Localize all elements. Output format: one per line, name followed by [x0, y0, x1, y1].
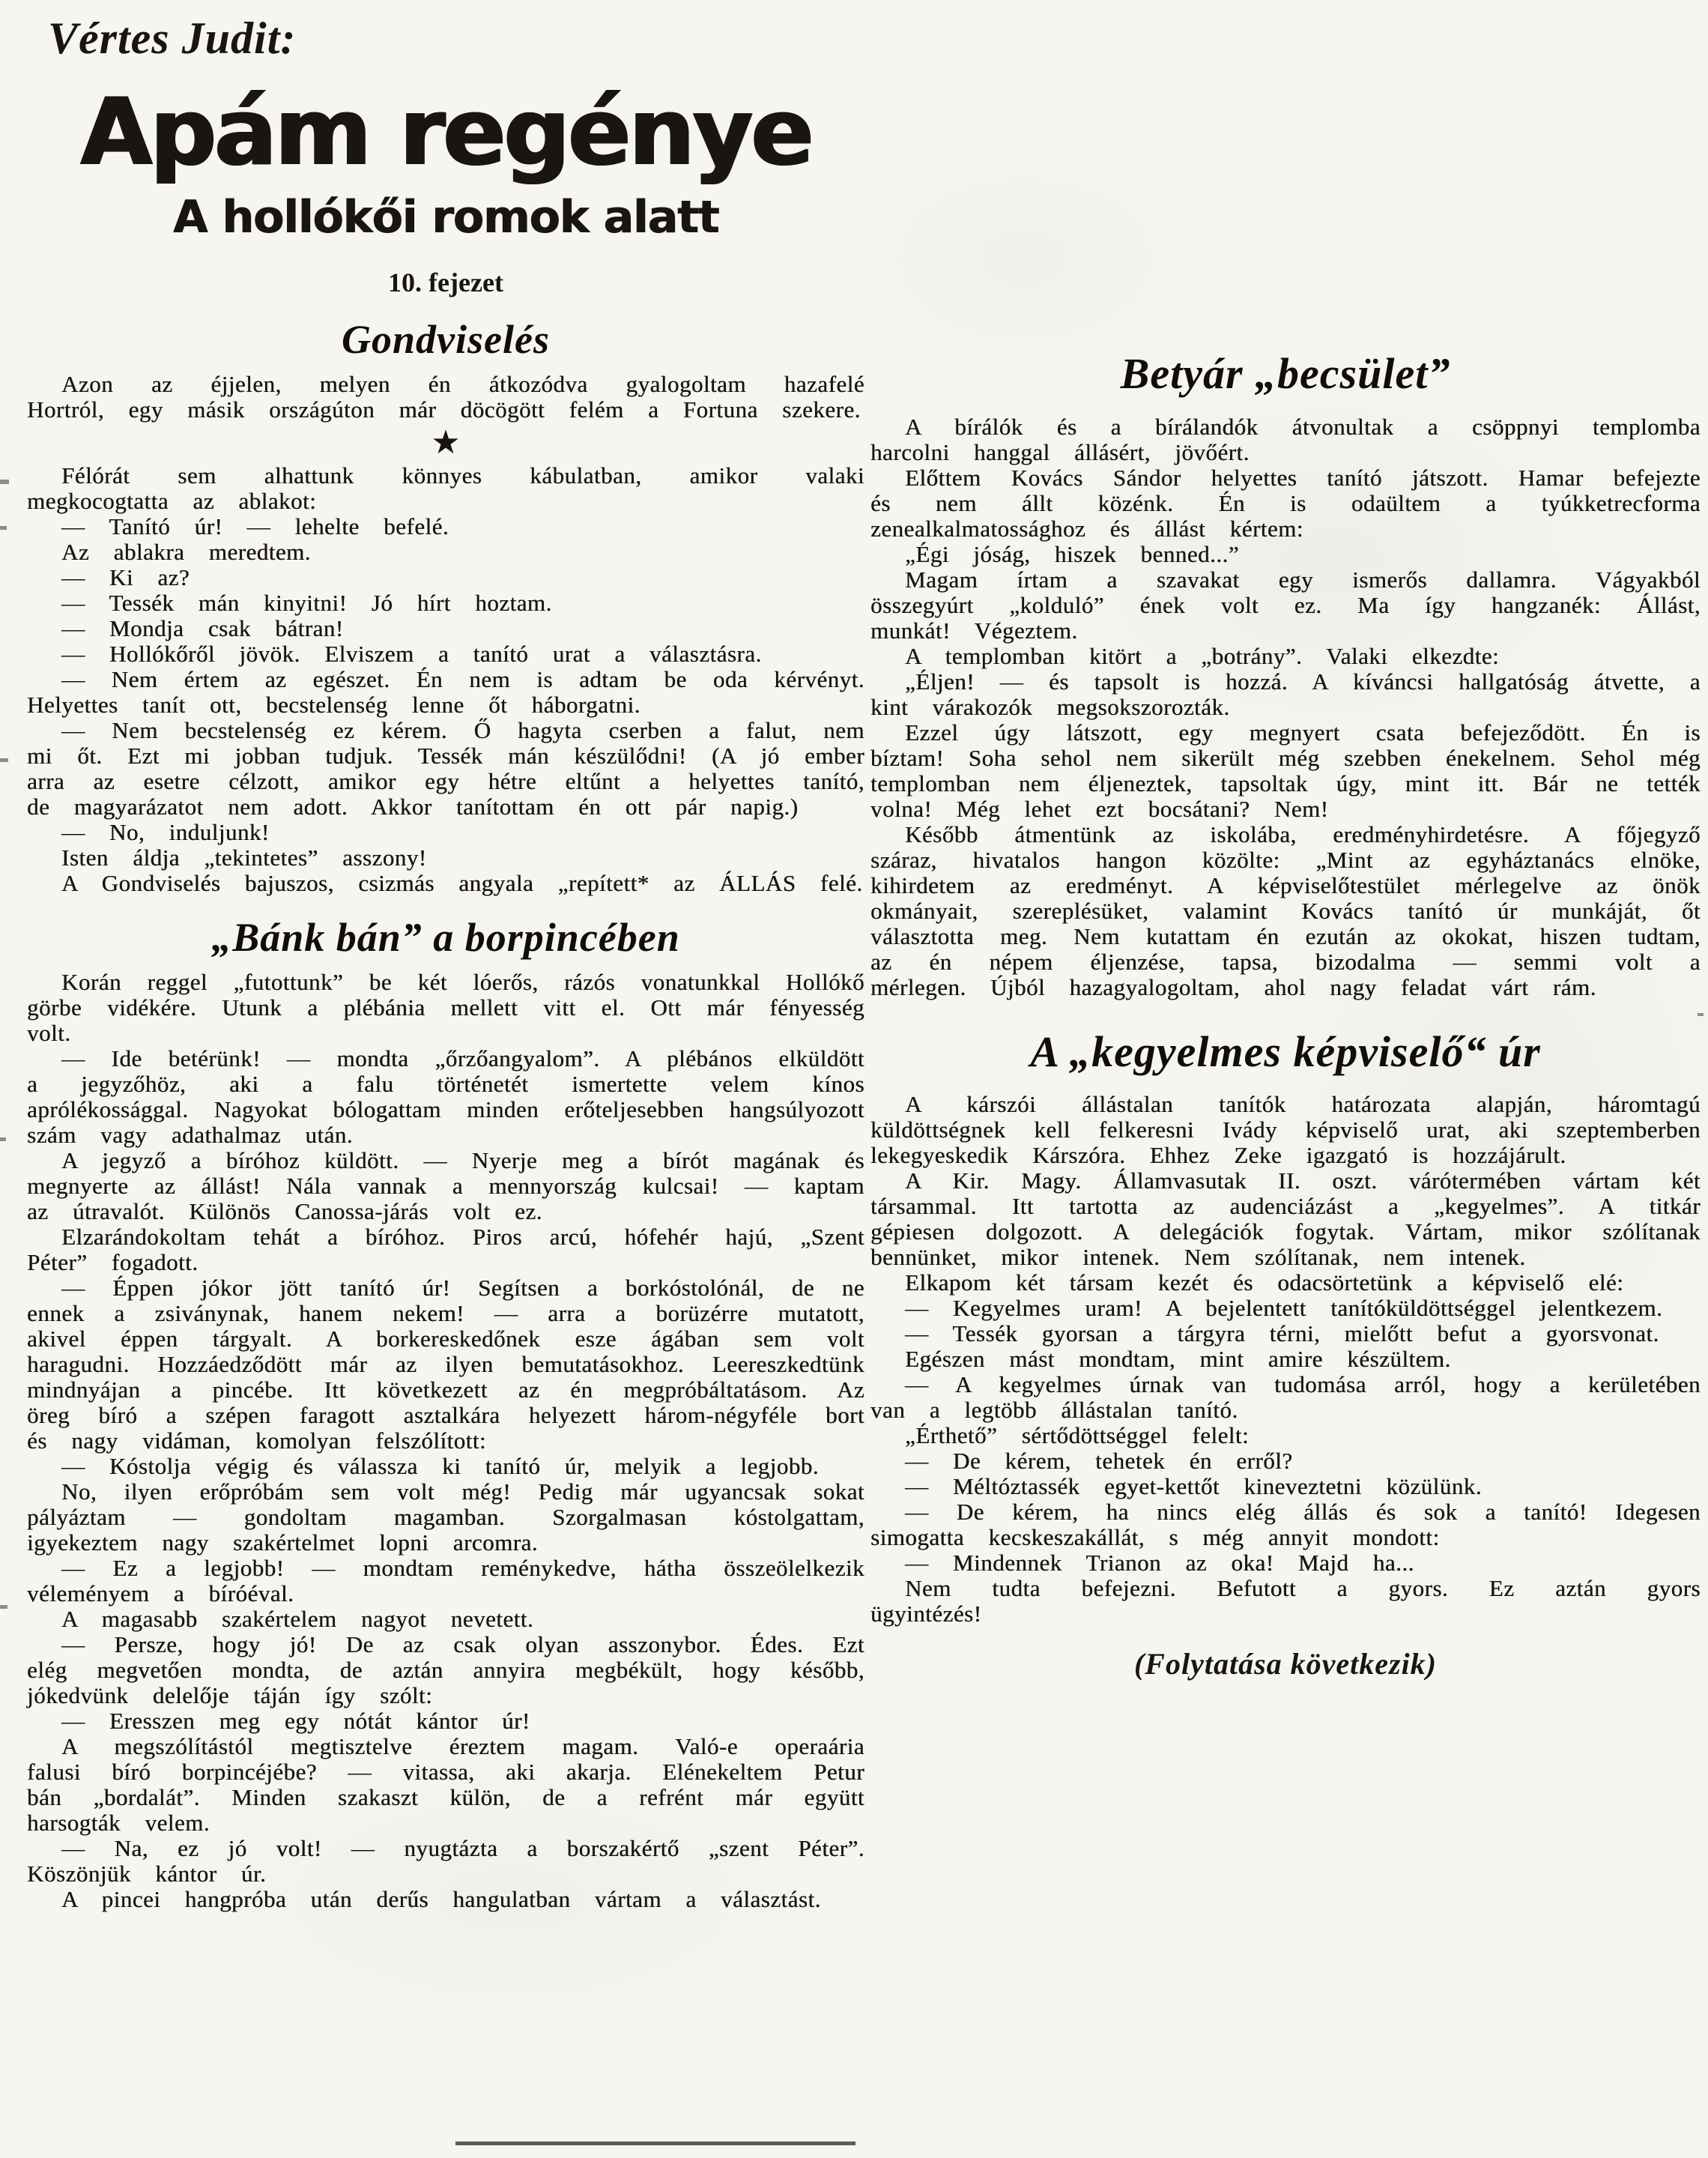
paragraph: No, ilyen erőpróbám sem volt még! Pedig már ugyancsak sokat pályáztam — gondoltam magamban. Szorgalmasan kóstolgattam, igyekeztem nagy szakértelmet lopni arcomra.	[27, 1478, 864, 1556]
paragraph: A megszólítástól megtisztelve éreztem magam. Való-e operaária falusi bíró borpincéjébe? — vitassa, aki akarja. Elénekeltem Petur bán „bordalát”. Minden szakaszt külön, de a refrént már együtt harsogták velem.	[27, 1733, 864, 1837]
bottom-rule	[455, 2142, 855, 2145]
paragraph: — De kérem, tehetek én erről?	[905, 1448, 1293, 1475]
paragraph: — De kérem, ha nincs elég állás és sok a tanító! Idegesen simogatta kecskeszakállát, s még annyit mondott:	[870, 1499, 1701, 1551]
paragraph: — Tessék gyorsan a tárgyra térni, mielőtt befut a gyorsvonat.	[905, 1320, 1659, 1347]
paragraph: — Mindennek Trianon az oka! Majd ha...	[905, 1550, 1414, 1577]
paragraph: Azon az éjjelen, melyen én átkozódva gyalogoltam hazafelé Hortról, egy másik országúton már döcögött felém a Fortuna szekere.	[27, 371, 864, 423]
article-subtitle: A hollókői romok alatt	[172, 190, 719, 244]
left-column	[27, 13, 864, 1912]
paragraph: — Ki az?	[61, 564, 190, 591]
paragraph: A magasabb szakértelem nagyot nevetett.	[61, 1606, 534, 1633]
paragraph: — Na, ez jó volt! — nyugtázta a borszakértő „szent Péter”. Köszönjük kántor úr.	[27, 1835, 864, 1888]
paragraph: A kárszói állástalan tanítók határozata alapján, háromtagú küldöttségnek kell felkeresni Ivády képviselő urat, aki szeptemberben lekegyeskedik Kárszóra. Ehhez Zeke igazgató is hozzájárult.	[870, 1091, 1701, 1169]
paragraph: Elzarándokoltam tehát a bíróhoz. Piros arcú, hófehér hajú, „Szent Péter” fogadott.	[27, 1224, 864, 1276]
paragraph: Később átmentünk az iskolába, eredményhirdetésre. A főjegyző száraz, hivatalos hangon közölte: „Mint az egyháztanács elnöke, kihirdetem az eredményt. A képviselőtestület mérlegelve az önök okmányait, szereplésüket, valamint Kovács tanító úr munkáját, őt választotta meg. Nem kutattam én ezután az okokat, hiszen tudtam, az én népem éljenzése, tapsa, bizodalma — semmi volt a mérlegen. Újból hazagyalogoltam, ahol nagy feladat várt rám.	[870, 820, 1701, 1000]
paragraph: — A kegyelmes úrnak van tudomása arról, hogy a kerületében van a legtöbb állástalan tanító.	[870, 1371, 1701, 1424]
right-column-blocks	[870, 349, 1701, 1682]
paragraph: Félórát sem alhattunk könnyes kábulatban, amikor valaki megkocogtatta az ablakot:	[27, 462, 864, 515]
paragraph: Előttem Kovács Sándor helyettes tanító játszott. Hamar befejezte és nem állt közénk. Én is odaültem a tyúkketrecforma zenealkalmatossághoz és állást kértem:	[870, 464, 1701, 542]
article-title: Apám regénye	[79, 79, 812, 187]
byline: Vértes Judit:	[48, 13, 297, 63]
section-heading: Gondviselés	[342, 317, 550, 363]
paragraph: Magam írtam a szavakat egy ismerős dallamra. Vágyakból összegyúrt „kolduló” ének volt ez. Ma így hangzanék: Állást, munkát! Végeztem.	[870, 566, 1701, 644]
paragraph: — Eresszen meg egy nótát kántor úr!	[61, 1708, 530, 1735]
paragraph: — Mondja csak bátran!	[61, 615, 344, 642]
paragraph: — Méltóztassék egyet-kettőt kineveztetni közülünk.	[905, 1473, 1482, 1500]
chapter-label: 10. fejezet	[388, 267, 503, 297]
paragraph: — Kegyelmes uram! A bejelentett tanítóküldöttséggel jelentkezem.	[905, 1295, 1663, 1322]
right-column	[870, 322, 1701, 1682]
paragraph: — Ide betérünk! — mondta „őrzőangyalom”. A plébános elküldött a jegyzőhöz, aki a falu történetét ismertette velem kínos aprólékossággal. Nagyokat bólogattam minden erőteljesebben hangsúlyozott szám vagy adathalmaz után.	[27, 1045, 864, 1149]
paragraph: „Égi jóság, hiszek benned...”	[905, 540, 1240, 567]
scan-edge-mark	[0, 480, 9, 484]
paragraph: A Kir. Magy. Államvasutak II. oszt. várótermében vártam két társammal. Itt tartotta az audenciázást a „kegyelmes”. A titkár gépiesen dolgozott. A delegációk fogytak. Vártam, mikor szólítanak bennünket, mikor intenek. Nem szólítanak, nem intenek.	[870, 1167, 1701, 1271]
scan-edge-mark	[1698, 1013, 1704, 1016]
paragraph: Egészen mást mondtam, mint amire készültem.	[905, 1346, 1451, 1373]
paragraph: — Persze, hogy jó! De az csak olyan asszonybor. Édes. Ezt elég megvetően mondta, de aztán annyira megbékült, hogy később, jókedvünk delelője táján így szólt:	[27, 1631, 864, 1709]
scan-edge-mark	[0, 526, 7, 530]
paragraph: A templomban kitört a „botrány”. Valaki elkezdte:	[905, 642, 1500, 669]
continuation-note: (Folytatása következik)	[1133, 1647, 1438, 1681]
paragraph: Korán reggel „futottunk” be két lóerős, rázós vonatunkkal Hollókő görbe vidékére. Utunk a plébánia mellett vitt el. Ott már fényesség volt.	[27, 969, 864, 1047]
left-column-blocks	[27, 316, 864, 1912]
paragraph: Isten áldja „tekintetes” asszony!	[61, 844, 427, 871]
paragraph: A Gondviselés bajuszos, csizmás angyala „repített* az ÁLLÁS felé.	[61, 870, 863, 897]
paragraph: Ezzel úgy látszott, egy megnyert csata befejeződött. Én is bíztam! Soha sehol nem sikerült még szebben énekelnem. Sehol még templomban nem éljeneztek, tapsoltak úgy, mint itt. Bár ne tették volna! Még lehet ezt bocsátani? Nem!	[870, 719, 1701, 822]
section-heading: A „kegyelmes képviselő“ úr	[1030, 1027, 1541, 1076]
section-heading: Betyár „becsület”	[1120, 349, 1451, 398]
paragraph: A bírálók és a bírálandók átvonultak a csöppnyi templomba harcolni hanggal állásért, jövőért.	[870, 413, 1701, 465]
paragraph: — Hollókőről jövök. Elviszem a tanító urat a választásra.	[61, 641, 762, 668]
paragraph: Elkapom két társam kezét és odacsörtetünk a képviselő elé:	[905, 1269, 1624, 1296]
paragraph: Nem tudta befejezni. Befutott a gyors. Ez aztán gyors ügyintézés!	[870, 1575, 1701, 1627]
paragraph: — Éppen jókor jött tanító úr! Segítsen a borkóstolónál, de ne ennek a zsiványnak, hanem nekem! — arra a borüzérre mutatott, akivel éppen tárgyalt. A borkereskedőnek esze ágában sem volt haragudni. Hozzáedződött már az ilyen bemutatásokhoz. Leereszkedtünk mindnyájan a pincébe. Itt következett az én megpróbáltatásom. Az öreg bíró a szépen faragott asztalkára helyezett három-négyféle bort és nagy vidáman, komolyan felszólított:	[27, 1275, 864, 1454]
paragraph: — Nem becstelenség ez kérem. Ő hagyta cserben a falut, nem mi őt. Ezt mi jobban tudjuk. Tessék mán készülődni! (A jó ember arra az esetre célzott, amikor egy hétre eltűnt a helyettes tanító, de magyarázatot nem adott. Akkor tanítottam én ott pár napig.)	[27, 717, 864, 820]
star-separator: ★	[431, 424, 461, 462]
paragraph: — Kóstolja végig és válassza ki tanító úr, melyik a legjobb.	[61, 1453, 819, 1480]
scan-edge-mark	[0, 1137, 6, 1141]
paragraph: — Tanító úr! — lehelte befelé.	[61, 513, 449, 540]
paragraph: — Nem értem az egészet. Én nem is adtam be oda kérvényt. Helyettes tanít ott, becstelenség lenne őt háborgatni.	[27, 666, 864, 719]
paragraph: „Éljen! — és tapsolt is hozzá. A kíváncsi hallgatóság átvette, a kint várakozók megsokszorozták.	[870, 668, 1701, 720]
paragraph: Az ablakra meredtem.	[61, 539, 311, 566]
scan-edge-mark	[0, 1605, 7, 1609]
scan-edge-mark	[0, 758, 8, 762]
section-heading: „Bánk bán” a borpincében	[211, 915, 680, 961]
paragraph: A pincei hangpróba után derűs hangulatban vártam a választást.	[61, 1886, 821, 1913]
paragraph: — Ez a legjobb! — mondtam reménykedve, hátha összeölelkezik véleményem a bíróéval.	[27, 1555, 864, 1607]
paragraph: „Érthető” sértődöttséggel felelt:	[905, 1422, 1250, 1449]
paragraph: — Tessék mán kinyitni! Jó hírt hoztam.	[61, 590, 552, 617]
paragraph: A jegyző a bíróhoz küldött. — Nyerje meg a bírót magának és megnyerte az állást! Nála vannak a mennyország kulcsai! — kaptam az útravalót. Különös Canossa-járás volt ez.	[27, 1147, 864, 1225]
paragraph: — No, induljunk!	[61, 819, 270, 846]
